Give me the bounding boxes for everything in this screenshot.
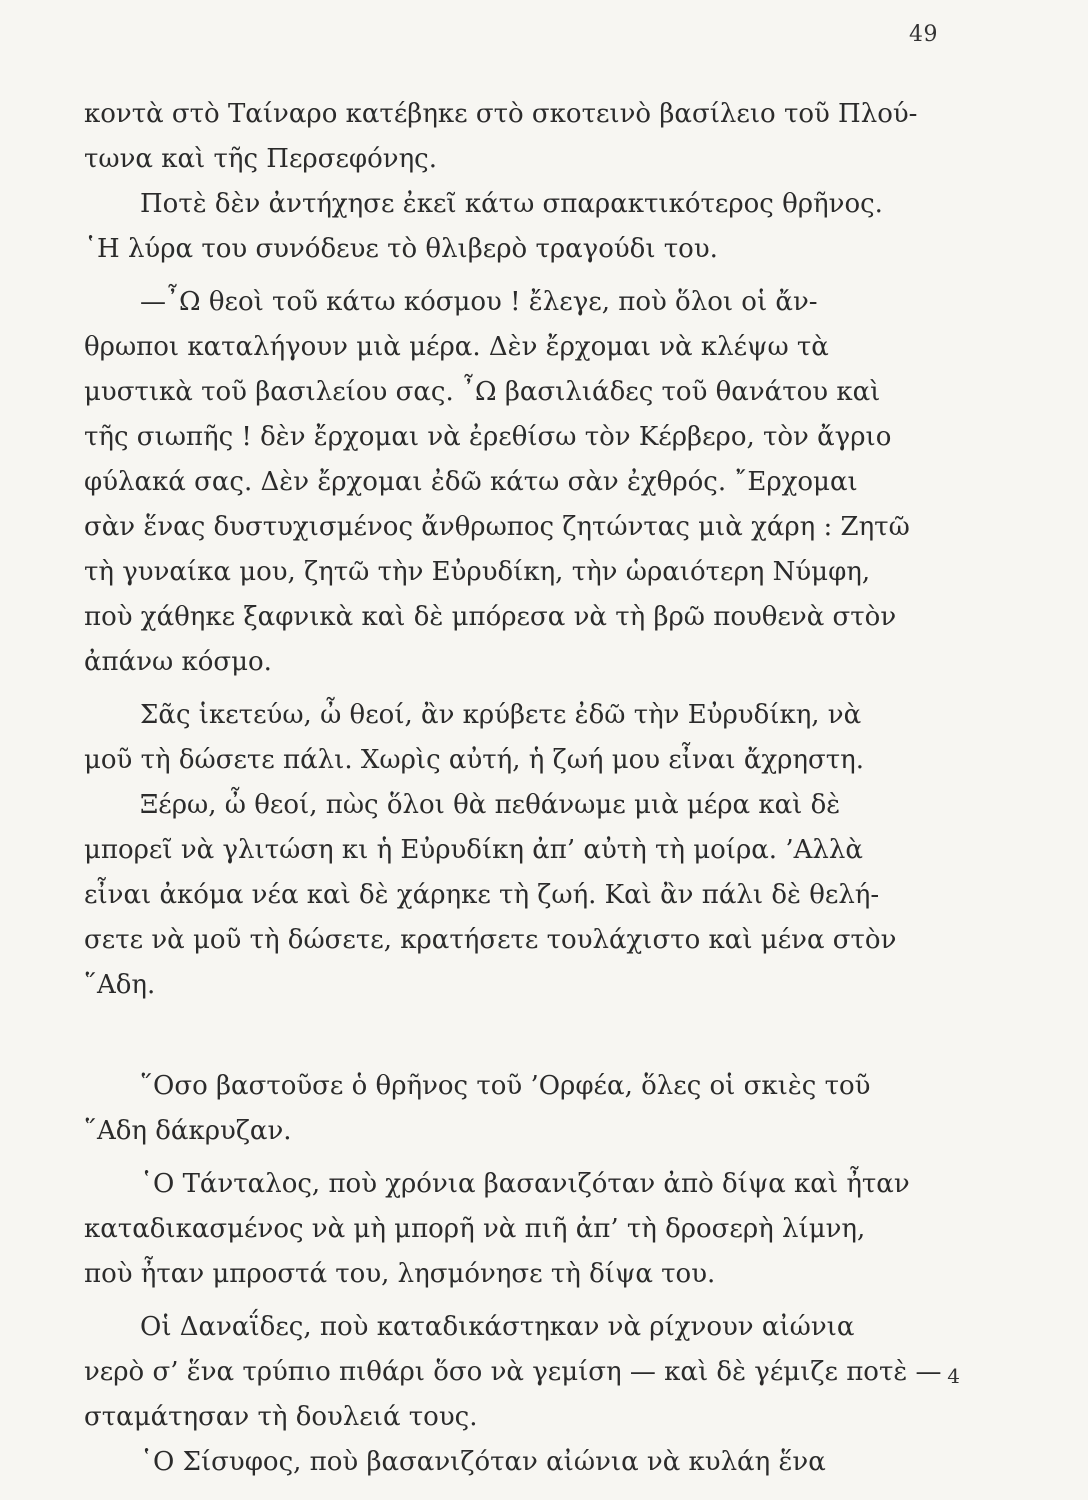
body-text [84, 92, 958, 1485]
text-line: Ποτὲ δὲν ἀντήχησε ἐκεῖ κάτω σπαρακτικότερος θρῆνος. [140, 189, 883, 219]
text-line: σταμάτησαν τὴ δουλειά τους. [84, 1402, 478, 1432]
text-line: σετε νὰ μοῦ τὴ δώσετε, κρατήσετε τουλάχιστο καὶ μένα στὸν [84, 925, 897, 955]
text-line: μοῦ τὴ δώσετε πάλι. Χωρὶς αὐτή, ἡ ζωή μου εἶναι ἄχρηστη. [84, 745, 864, 775]
text-line: θρωποι καταλήγουν μιὰ μέρα. Δὲν ἔρχομαι νὰ κλέψω τὰ [84, 332, 829, 362]
text-line: τῆς σιωπῆς ! δὲν ἔρχομαι νὰ ἐρεθίσω τὸν Κέρβερο, τὸν ἄγριο [84, 422, 892, 452]
text-line: ποὺ ἦταν μπροστά του, λησμόνησε τὴ δίψα του. [84, 1259, 716, 1289]
text-line: μπορεῖ νὰ γλιτώση κι ἡ Εὐρυδίκη ἀπ’ αὐτὴ τὴ μοίρα. ’Αλλὰ [84, 835, 863, 865]
text-line: ῾Ο Σίσυφος, ποὺ βασανιζόταν αἰώνια νὰ κυλάη ἕνα [140, 1447, 826, 1477]
text-line: τωνα καὶ τῆς Περσεφόνης. [84, 144, 437, 174]
text-line: σὰν ἕνας δυστυχισμένος ἄνθρωπος ζητώντας μιὰ χάρη : Ζητῶ [84, 512, 910, 542]
text-line: ῞Αδη δάκρυζαν. [84, 1116, 292, 1146]
signature-mark: 4 [947, 1364, 960, 1388]
text-line: Σᾶς ἱκετεύω, ὦ θεοί, ἂν κρύβετε ἐδῶ τὴν Εὐρυδίκη, νὰ [140, 700, 862, 730]
text-line: ῞Αδη. [84, 970, 156, 1000]
text-line: ἀπάνω κόσμο. [84, 647, 272, 677]
text-line: Οἱ Δαναΐδες, ποὺ καταδικάστηκαν νὰ ρίχνουν αἰώνια [140, 1312, 855, 1342]
page-number: 49 [909, 22, 938, 47]
text-line: τὴ γυναίκα μου, ζητῶ τὴν Εὐρυδίκη, τὴν ὡραιότερη Νύμφη, [84, 557, 871, 587]
text-line: ποὺ χάθηκε ξαφνικὰ καὶ δὲ μπόρεσα νὰ τὴ βρῶ πουθενὰ στὸν [84, 602, 897, 632]
text-line: ῾Η λύρα του συνόδευε τὸ θλιβερὸ τραγούδι του. [84, 234, 718, 264]
text-line: κοντὰ στὸ Ταίναρο κατέβηκε στὸ σκοτεινὸ βασίλειο τοῦ Πλού- [84, 99, 918, 129]
text-line: φύλακά σας. Δὲν ἔρχομαι ἐδῶ κάτω σὰν ἐχθρός. ῎Ερχομαι [84, 467, 858, 497]
text-line: καταδικασμένος νὰ μὴ μπορῆ νὰ πιῆ ἀπ’ τὴ δροσερὴ λίμνη, [84, 1214, 866, 1244]
text-line: ῞Οσο βαστοῦσε ὁ θρῆνος τοῦ ’Ορφέα, ὅλες οἱ σκιὲς τοῦ [140, 1071, 871, 1101]
text-line: νερὸ σ’ ἕνα τρύπιο πιθάρι ὅσο νὰ γεμίση — καὶ δὲ γέμιζε ποτὲ — [84, 1357, 942, 1387]
text-line: Ξέρω, ὦ θεοί, πὼς ὅλοι θὰ πεθάνωμε μιὰ μέρα καὶ δὲ [140, 790, 841, 820]
text-line: ῾Ο Τάνταλος, ποὺ χρόνια βασανιζόταν ἀπὸ δίψα καὶ ἦταν [140, 1169, 910, 1199]
text-line: εἶναι ἀκόμα νέα καὶ δὲ χάρηκε τὴ ζωή. Καὶ ἂν πάλι δὲ θελή- [84, 880, 880, 910]
text-line: μυστικὰ τοῦ βασιλείου σας. ῏Ω βασιλιάδες τοῦ θανάτου καὶ [84, 377, 881, 407]
text-line: —῏Ω θεοὶ τοῦ κάτω κόσμου ! ἔλεγε, ποὺ ὅλοι οἱ ἄν- [140, 287, 818, 317]
